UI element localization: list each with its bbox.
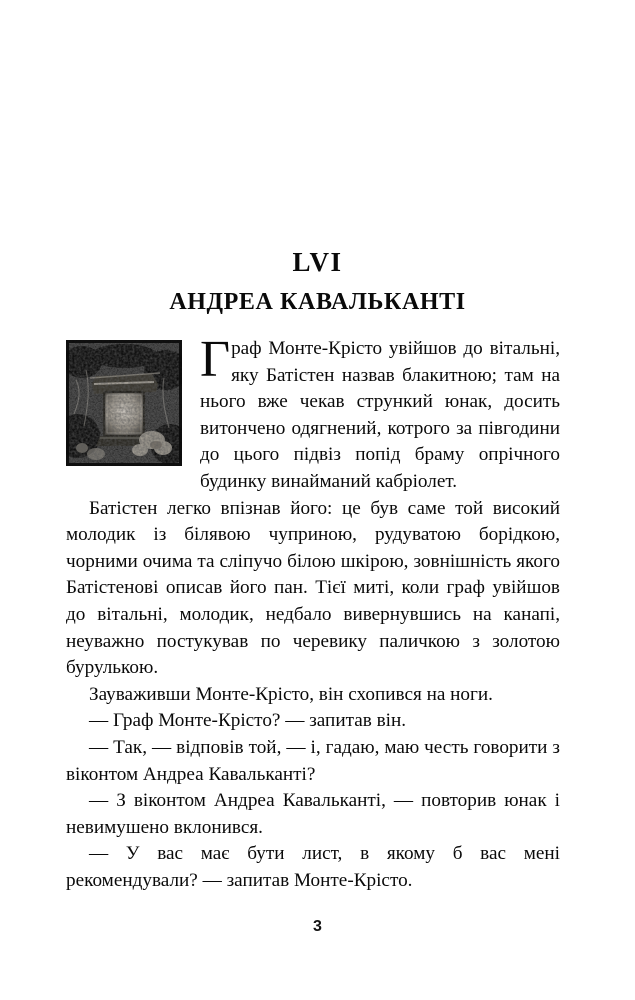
dialogue-line [66, 735, 560, 788]
chapter-number: LVI [292, 247, 343, 277]
paragraph-text: раф Монте-Крісто увійшов до вітальні, яку Батістен назвав блакитною; там на нього вже чекав стрункий юнак, досить витончено одягнений, котрого за півгодини до цього підвіз попід браму опрічного будинку винайманий кабріолет. [200, 338, 560, 492]
paragraph-text: Зауваживши Монте-Крісто, він схопився на ноги. [89, 683, 493, 705]
paragraph-text: — Так, — відповів той, — і, гадаю, маю честь говорити з віконтом Андреа Кавальканті? [66, 736, 560, 785]
drop-cap: Г [200, 331, 231, 388]
dialogue-line [66, 841, 560, 894]
paragraph [66, 496, 560, 682]
paragraph-text: Батістен легко впізнав його: це був саме той високий молодик із білявою чуприною, рудуватою борідкою, чорними очима та сліпучо білою шкірою, зовнішність якого Батістенові описав його пан. Тієї миті, коли граф увійшов до вітальні, молодик, недбало вивернувшись на канапі, неуважно постукував по черевику паличкою з золотою бурулькою. [66, 497, 560, 679]
paragraph [66, 682, 560, 709]
woodcut-vignette-icon [66, 340, 182, 466]
paragraph-text: — Граф Монте-Крісто? — запитав він. [89, 710, 407, 732]
dialogue-line [66, 788, 560, 841]
paragraph-text: — З віконтом Андреа Кавальканті, — повторив юнак і невимушено вклонився. [66, 790, 560, 838]
body-text-column [66, 331, 560, 894]
dialogue-line [66, 708, 560, 735]
chapter-heading [0, 248, 635, 315]
page-number: 3 [313, 918, 322, 935]
paragraph-text: — У вас має бути лист, в якому б вас мені рекомендували? — запитав Монте-Крісто. [66, 843, 560, 891]
chapter-title: АНДРЕА КАВАЛЬКАНТІ [169, 288, 466, 315]
